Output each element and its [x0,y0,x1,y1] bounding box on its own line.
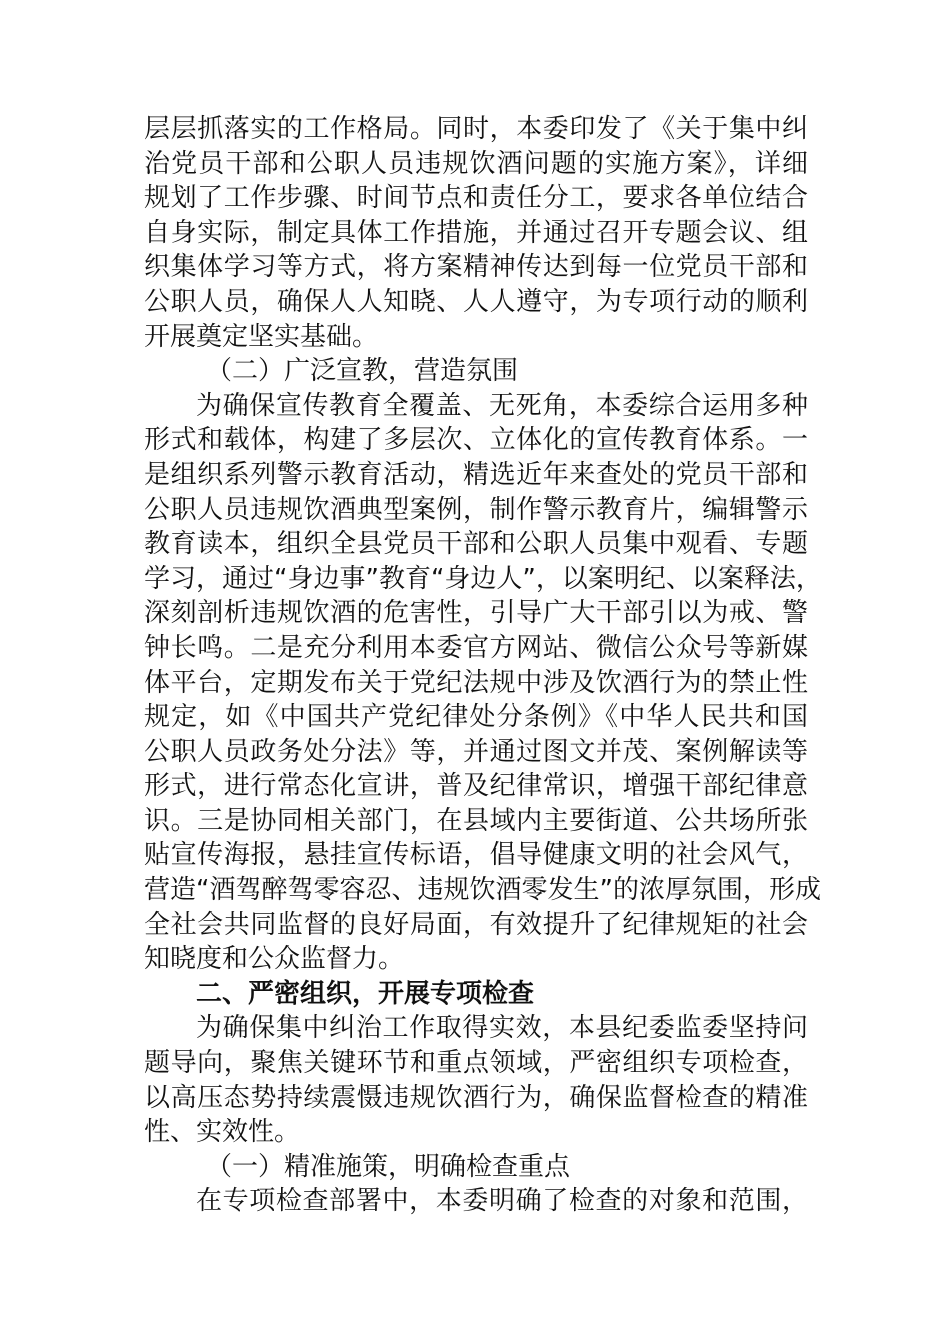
text-line: 贴宣传海报，悬挂宣传标语，倡导健康文明的社会风气， [144,840,808,871]
text-line: 题导向，聚焦关键环节和重点领域，严密组织专项检查， [144,1048,808,1079]
paragraph-publicity [144,389,822,977]
text-line: 识。三是协同相关部门，在县域内主要街道、公共场所张 [144,805,808,836]
text-line: 为确保集中纠治工作取得实效，本县纪委监委坚持问 [196,1013,808,1044]
text-line: 公职人员违规饮酒典型案例，制作警示教育片，编辑警示 [144,494,808,525]
text-line: 规定，如《中国共产党纪律处分条例》《中华人民共和国 [144,702,808,733]
text-line: 性、实效性。 [144,1117,301,1148]
text-line: 形式，进行常态化宣讲，普及纪律常识，增强干部纪律意 [144,771,808,802]
document-body [144,112,822,1219]
text-line: 以高压态势持续震慑违规饮酒行为，确保监督检查的精准 [144,1082,808,1113]
paragraph-inspection [144,1011,808,1149]
text-line: 治党员干部和公职人员违规饮酒问题的实施方案》，详细 [144,148,808,179]
text-line: 为确保宣传教育全覆盖、无死角，本委综合运用多种 [196,390,808,421]
text-line: 知晓度和公众监督力。 [144,944,405,975]
subheading-publicity: （二）广泛宣教，营造氛围 [206,356,519,387]
text-line: 深刻剖析违规饮酒的危害性，引导广大干部引以为戒、警 [144,598,808,629]
text-line: 教育读本，组织全县党员干部和公职人员集中观看、专题 [144,529,808,560]
text-line: 在专项检查部署中，本委明确了检查的对象和范围， [196,1186,808,1217]
text-line: 全社会共同监督的良好局面，有效提升了纪律规矩的社会 [144,909,808,940]
text-line: 层层抓落实的工作格局。同时，本委印发了《关于集中纠 [144,114,808,144]
text-line: 体平台，定期发布关于党纪法规中涉及饮酒行为的禁止性 [144,667,808,698]
text-line: 学习，通过“身边事”教育“身边人”，以案明纪、以案释法， [144,563,822,594]
text-line: 自身实际，制定具体工作措施，并通过召开专题会议、组 [144,217,808,248]
paragraph-inspection-scope [144,1184,808,1219]
text-line: 公职人员政务处分法》等，并通过图文并茂、案例解读等 [144,736,808,767]
paragraph-continuation [144,112,808,354]
text-line: 开展奠定坚实基础。 [144,321,379,352]
text-line: 形式和载体，构建了多层次、立体化的宣传教育体系。一 [144,425,808,456]
text-line: 钟长鸣。二是充分利用本委官方网站、微信公众号等新媒 [144,632,808,663]
text-line: 营造“酒驾醉驾零容忍、违规饮酒零发生”的浓厚氛围，形成 [144,875,821,906]
text-line: 织集体学习等方式，将方案精神传达到每一位党员干部和 [144,252,808,283]
section-heading-inspection: 二、严密组织，开展专项检查 [196,978,535,1009]
text-line: 公职人员，确保人人知晓、人人遵守，为专项行动的顺利 [144,286,808,317]
text-line: 规划了工作步骤、时间节点和责任分工，要求各单位结合 [144,183,808,214]
subheading-precise-measures: （一）精准施策，明确检查重点 [206,1151,571,1182]
text-line: 是组织系列警示教育活动，精选近年来查处的党员干部和 [144,459,808,490]
